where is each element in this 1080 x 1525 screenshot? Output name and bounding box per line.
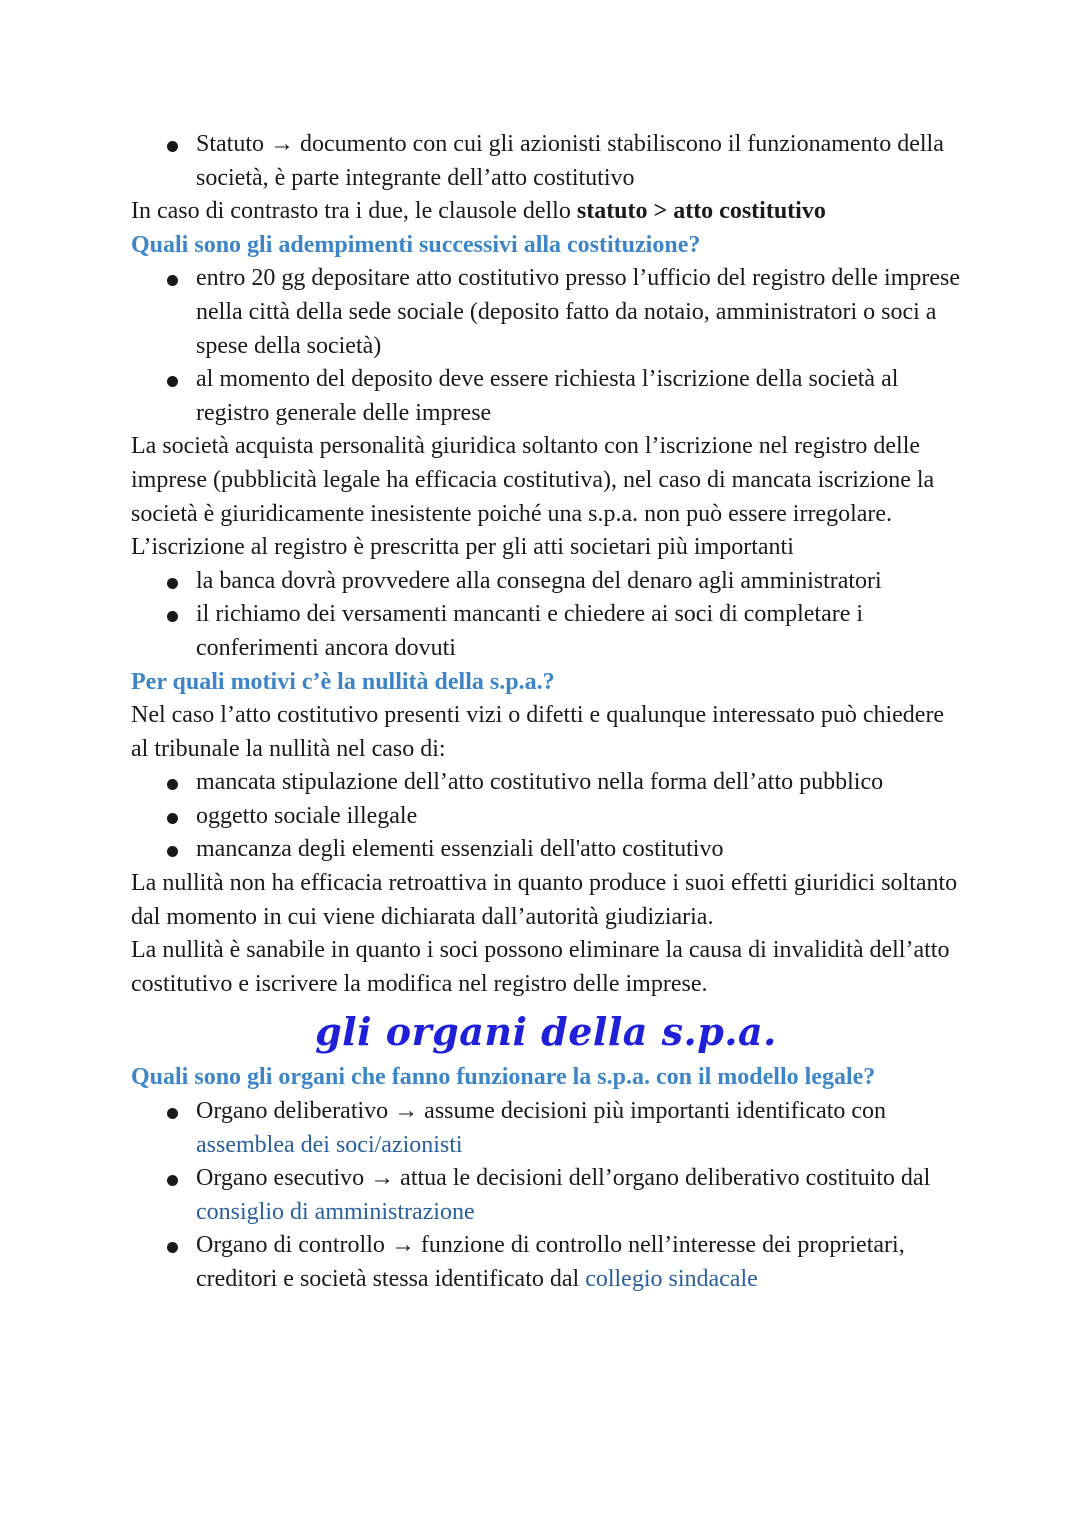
bullet-text: Organo di controllo → funzione di controllo nell’interesse dei proprietari, creditori e società stessa identificato dal xyxy=(196,1232,905,1292)
nullita-paragraph-1: La nullità non ha efficacia retroattiva in quanto produce i suoi effetti giuridici soltanto dal momento in cui viene dichiarata dall’autorità giudiziaria. xyxy=(131,870,958,930)
organ-link: collegio sindacale xyxy=(585,1266,758,1292)
bullet-text: la banca dovrà provvedere alla consegna del denaro agli amministratori xyxy=(196,567,882,594)
bullet-icon xyxy=(167,1108,178,1119)
nullita-paragraph-2: La nullità è sanabile in quanto i soci possono eliminare la causa di invalidità dell’atto costitutivo e iscrivere la modifica nel registro delle imprese. xyxy=(131,937,950,997)
list-item xyxy=(131,565,961,599)
bullet-icon xyxy=(167,611,178,622)
bullet-icon xyxy=(167,1242,178,1253)
nullita-intro: Nel caso l’atto costitutivo presenti vizi o difetti e qualunque interessato può chiedere al tribunale la nullità nel caso di: xyxy=(131,702,945,762)
nullita-list xyxy=(131,766,961,867)
bullet-icon xyxy=(167,813,178,824)
bullet-text: entro 20 gg depositare atto costitutivo presso l’ufficio del registro delle imprese nella città della sede sociale (deposito fatto da notaio, amministratori o soci a spese della società) xyxy=(196,265,961,359)
adempimenti-list xyxy=(131,262,961,430)
bullet-icon xyxy=(167,1175,178,1186)
bullet-text: oggetto sociale illegale xyxy=(196,802,418,829)
list-item xyxy=(131,128,961,195)
question-adempimenti: Quali sono gli adempimenti successivi alla costituzione? xyxy=(131,231,701,258)
document-page xyxy=(131,128,961,1297)
list-item xyxy=(131,833,961,867)
organ-link: assemblea dei soci/azionisti xyxy=(196,1131,463,1158)
bullet-icon xyxy=(167,779,178,790)
question-organi: Quali sono gli organi che fanno funzionare la s.p.a. con il modello legale? xyxy=(131,1064,876,1091)
bullet-text: mancata stipulazione dell’atto costitutivo nella forma dell’atto pubblico xyxy=(196,769,884,796)
contrast-bold: statuto > atto costitutivo xyxy=(576,198,826,225)
banca-list xyxy=(131,565,961,666)
contrast-text: In caso di contrasto tra i due, le clausole dello xyxy=(131,198,577,225)
bullet-text: Statuto → documento con cui gli azionisti stabiliscono il funzionamento della società, è parte integrante dell’atto costitutivo xyxy=(196,131,944,191)
list-item xyxy=(131,1162,961,1229)
bullet-icon xyxy=(167,376,178,387)
bullet-icon xyxy=(167,578,178,589)
list-item xyxy=(131,766,961,800)
list-item xyxy=(131,598,961,665)
section-title: gli organi della s.p.a. xyxy=(315,1009,777,1055)
contrast-paragraph xyxy=(131,195,961,229)
statuto-list xyxy=(131,128,961,195)
organ-link: consiglio di amministrazione xyxy=(196,1198,475,1225)
bullet-icon xyxy=(167,275,178,286)
personalita-paragraph: La società acquista personalità giuridica soltanto con l’iscrizione nel registro delle imprese (pubblicità legale ha efficacia costitutiva), nel caso di mancata iscrizione la società è giuridicamente inesistente poiché una s.p.a. non può essere irregolare. L’iscrizione al registro è prescritta per gli atti societari più importanti xyxy=(131,433,935,561)
bullet-icon xyxy=(167,846,178,857)
organi-list xyxy=(131,1095,961,1297)
bullet-text: Organo deliberativo → assume decisioni più importanti identificato con xyxy=(196,1098,887,1125)
question-nullita: Per quali motivi c’è la nullità della s.p.a.? xyxy=(131,668,555,695)
bullet-text: mancanza degli elementi essenziali dell'atto costitutivo xyxy=(196,836,724,863)
list-item xyxy=(131,363,961,430)
list-item xyxy=(131,800,961,834)
list-item xyxy=(131,1095,961,1162)
list-item xyxy=(131,262,961,363)
bullet-icon xyxy=(167,141,178,152)
bullet-text: al momento del deposito deve essere richiesta l’iscrizione della società al registro generale delle imprese xyxy=(196,366,899,426)
bullet-text: il richiamo dei versamenti mancanti e chiedere ai soci di completare i conferimenti ancora dovuti xyxy=(196,601,864,661)
bullet-text: Organo esecutivo → attua le decisioni dell’organo deliberativo costituito dal xyxy=(196,1165,931,1192)
list-item xyxy=(131,1229,961,1296)
